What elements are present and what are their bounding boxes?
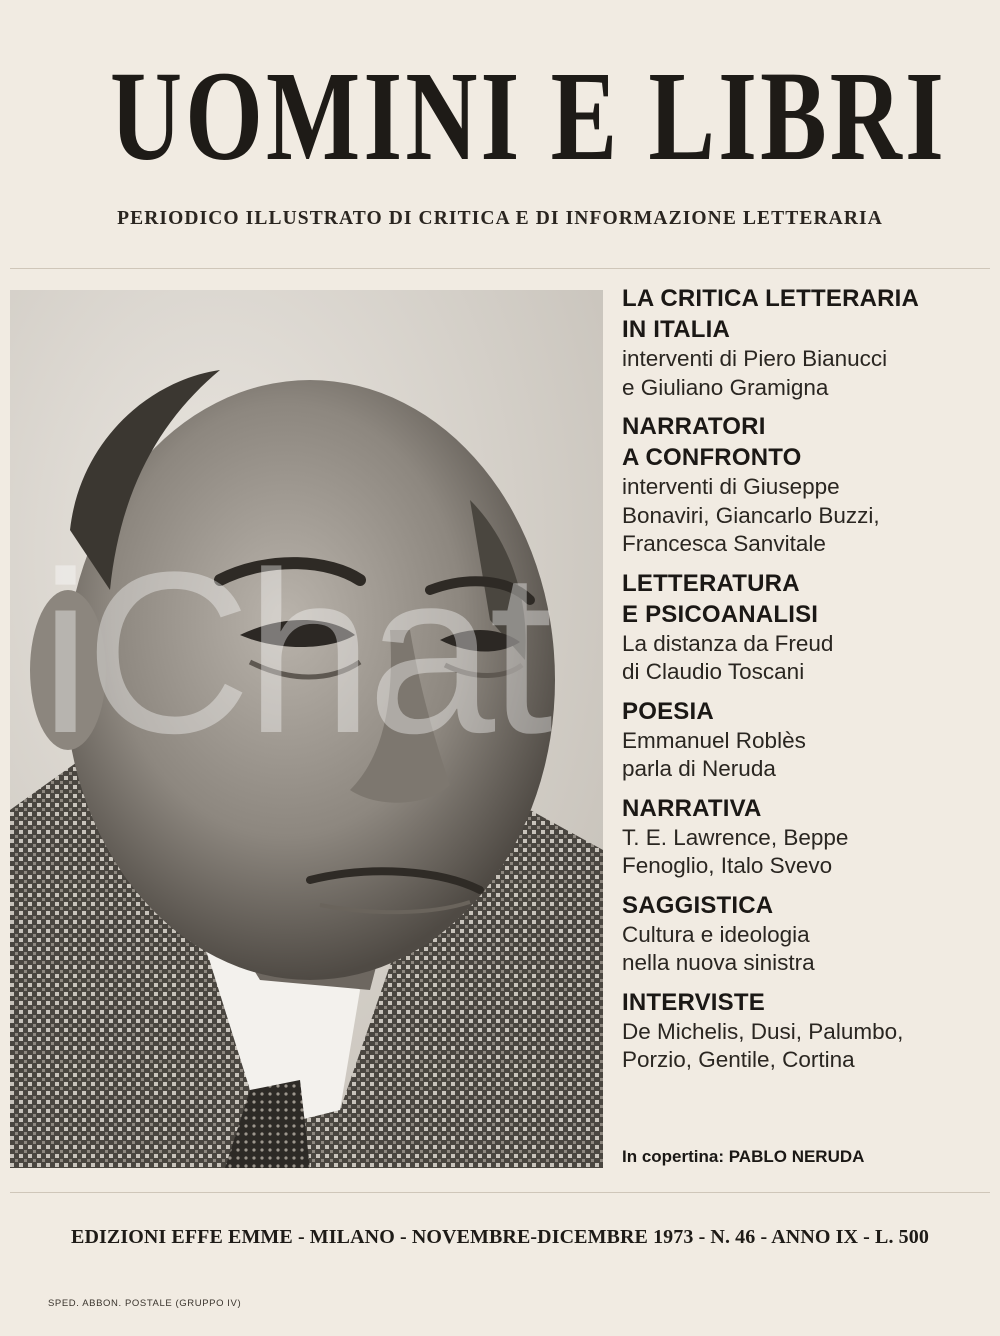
contents-section [622, 793, 994, 881]
postal-notice: SPED. ABBON. POSTALE (GRUPPO IV) [48, 1298, 242, 1309]
section-title: NARRATORI A CONFRONTO [622, 413, 802, 471]
section-description: Cultura e ideologia nella nuova sinistra [622, 921, 815, 975]
contents-section [622, 568, 994, 687]
contents-section [622, 283, 994, 402]
section-description: T. E. Lawrence, Beppe Fenoglio, Italo Svevo [622, 824, 849, 878]
cover-credit: In copertina: PABLO NERUDA [622, 1147, 865, 1166]
section-description: La distanza da Freud di Claudio Toscani [622, 630, 834, 684]
section-description: interventi di Giuseppe Bonaviri, Giancarlo Buzzi, Francesca Sanvitale [622, 474, 880, 556]
section-title: LETTERATURA E PSICOANALISI [622, 569, 819, 628]
top-divider [10, 268, 990, 269]
cover-portrait-photo [10, 290, 603, 1168]
magazine-title: UOMINI E LIBRI [110, 45, 947, 187]
magazine-subtitle: PERIODICO ILLUSTRATO DI CRITICA E DI INFORMAZIONE LETTERARIA [117, 208, 883, 229]
contents-section [622, 890, 994, 978]
table-of-contents [622, 283, 994, 1084]
section-title: POESIA [622, 697, 714, 725]
section-title: LA CRITICA LETTERARIA IN ITALIA [622, 285, 920, 343]
watermark: iChat [40, 524, 547, 781]
section-description: interventi di Piero Bianucci e Giuliano Gramigna [622, 346, 888, 400]
section-description: De Michelis, Dusi, Palumbo, Porzio, Gentile, Cortina [622, 1018, 904, 1072]
contents-section [622, 411, 994, 559]
contents-section [622, 987, 994, 1075]
publication-info: EDIZIONI EFFE EMME - MILANO - NOVEMBRE-DICEMBRE 1973 - N. 46 - ANNO IX - L. 500 [71, 1226, 929, 1248]
bottom-divider [10, 1192, 990, 1193]
section-title: SAGGISTICA [622, 891, 774, 919]
section-description: Emmanuel Roblès parla di Neruda [622, 727, 806, 781]
contents-section [622, 696, 994, 784]
section-title: INTERVISTE [622, 988, 765, 1016]
section-title: NARRATIVA [622, 794, 762, 822]
